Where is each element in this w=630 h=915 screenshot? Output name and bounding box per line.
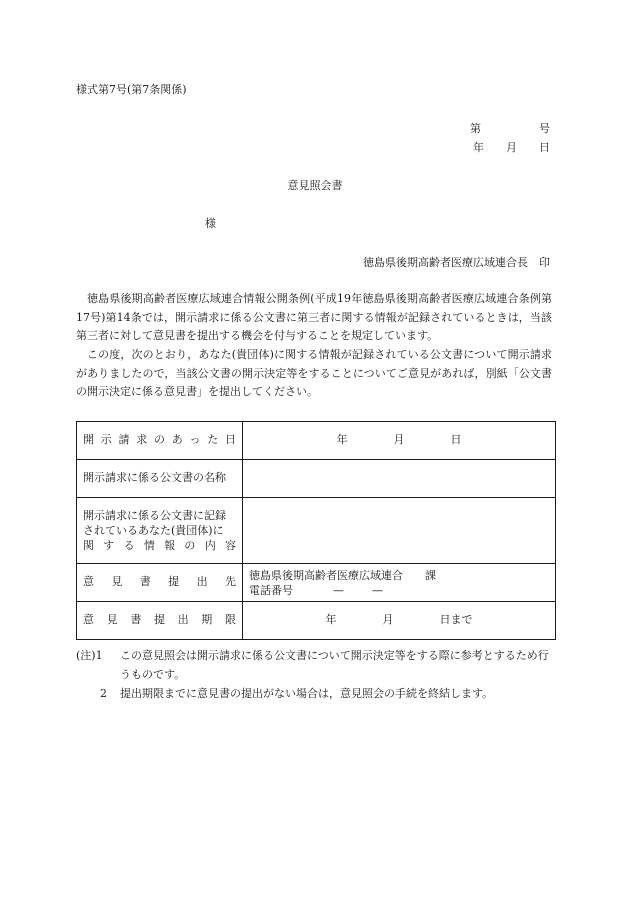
- table-row: [77, 460, 556, 498]
- date-day: 日: [539, 141, 550, 154]
- table-row: [77, 498, 556, 564]
- request-info-table: [76, 421, 556, 640]
- label-recorded-info: 開示請求に係る公文書に記録 されているあなた(貴団体)に 関 す る 情 報 の 内 容: [77, 498, 243, 564]
- number-suffix: 号: [539, 122, 550, 135]
- value-request-date: 年 月 日: [243, 422, 556, 460]
- note-2: [76, 684, 556, 703]
- note-1-mark: (注)1: [76, 649, 103, 662]
- label-request-date: 開 示 請 求 の あ っ た 日: [77, 422, 243, 460]
- note-2-mark: 2: [100, 687, 107, 700]
- date-month: 月: [506, 141, 517, 154]
- form-number: 様式第7号(第7条関係): [76, 83, 187, 96]
- note-1-text: この意見照会は開示請求に係る公文書について開示決定等をする際に参考とするため行うものです。: [120, 649, 549, 681]
- document-number-line: [470, 121, 550, 138]
- table-row: [77, 422, 556, 460]
- value-submission-address: 徳島県後期高齢者医療広域連合 課 電話番号 — —: [243, 564, 556, 602]
- addressee: 様: [205, 217, 216, 230]
- table-row: [77, 564, 556, 602]
- note-2-text: 提出期限までに意見書の提出がない場合は，意見照会の手続を終結します。: [120, 687, 494, 700]
- table-row: [77, 602, 556, 640]
- sender: 徳島県後期高齢者医療広域連合長 印: [363, 256, 550, 269]
- notes: [76, 646, 556, 703]
- paragraph-1: 徳島県後期高齢者医療広域連合情報公開条例(平成19年徳島県後期高齢者医療広域連合条例第17号)第14条では，開示請求に係る公文書に第三者に関する情報が記録されているときは，当該第三者に対して意見書を提出する機会を付与することを規定しています。: [76, 292, 552, 342]
- number-prefix: 第: [470, 122, 481, 135]
- note-1: [76, 646, 556, 684]
- value-document-name: [243, 460, 556, 498]
- date-year: 年: [473, 141, 484, 154]
- label-submission-deadline: 意 見 書 提 出 期 限: [77, 602, 243, 640]
- label-submission-address: 意 見 書 提 出 先: [77, 564, 243, 602]
- value-submission-deadline: 年 月 日まで: [243, 602, 556, 640]
- value-recorded-info: [243, 498, 556, 564]
- label-document-name: 開示請求に係る公文書の名称: [77, 460, 243, 498]
- paragraph-2: この度，次のとおり，あなた(貴団体)に関する情報が記録されている公文書について開示請求がありましたので，当該公文書の開示決定等をすることについてご意見があれば，別紙「公文書の開示決定に係る意見書」を提出してください。: [76, 348, 552, 398]
- document-title: 意見照会書: [287, 179, 343, 192]
- issue-date-line: [473, 140, 550, 157]
